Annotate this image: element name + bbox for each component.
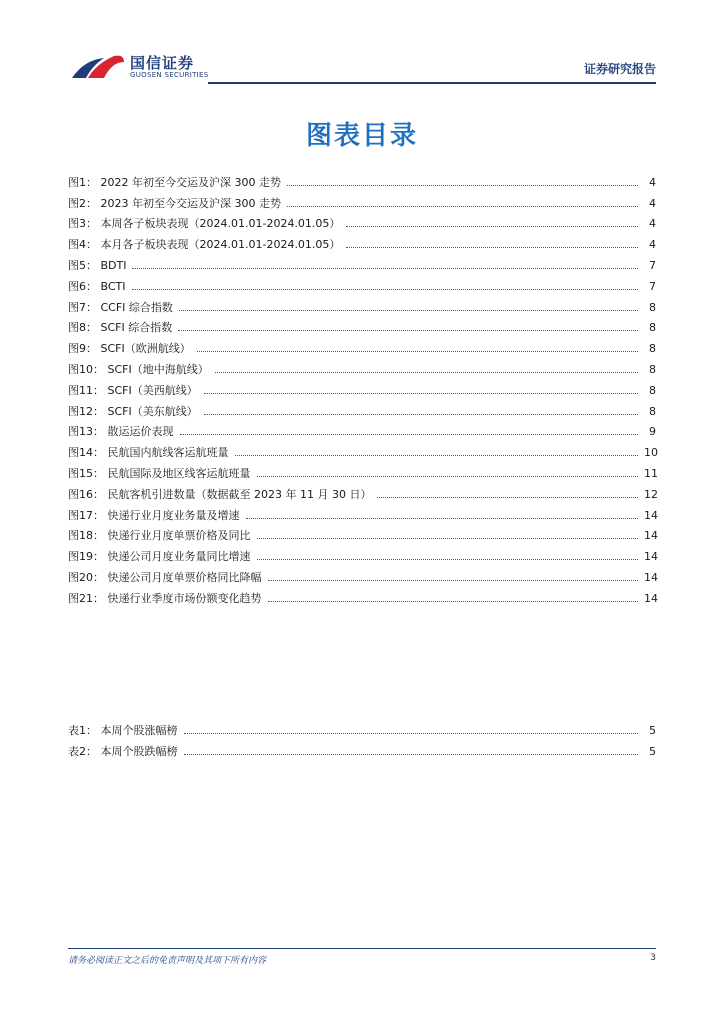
toc-entry-page: 14 xyxy=(644,529,658,543)
toc-dot-leader xyxy=(235,455,639,456)
toc-entry-label: 图5： BDTI xyxy=(68,258,127,272)
toc-entry[interactable] xyxy=(68,480,656,501)
toc-dot-leader xyxy=(377,497,638,498)
toc-dot-leader xyxy=(268,580,639,581)
logo-name-en: GUOSEN SECURITIES xyxy=(130,71,209,79)
toc-entry-label: 图3： 本周各子板块表现（2024.01.01-2024.01.05） xyxy=(68,217,341,231)
toc-entry-page: 8 xyxy=(649,342,656,356)
toc-dot-leader xyxy=(197,351,638,352)
toc-entry-label: 图6： BCTI xyxy=(68,279,126,293)
toc-entry-page: 5 xyxy=(649,723,656,737)
toc-entry[interactable] xyxy=(68,293,656,314)
toc-entry-page: 11 xyxy=(644,466,658,480)
page-header xyxy=(0,0,724,90)
toc-entry[interactable] xyxy=(68,168,656,189)
toc-entry-page: 14 xyxy=(644,570,658,584)
toc-entry-page: 8 xyxy=(649,321,656,335)
toc-dot-leader xyxy=(204,414,638,415)
toc-entry-page: 4 xyxy=(649,175,656,189)
toc-entry-page: 5 xyxy=(649,744,656,758)
toc-entry-page: 7 xyxy=(649,279,656,293)
toc-entry-page: 10 xyxy=(644,446,658,460)
toc-entry-label: 图16： 民航客机引进数量（数据截至 2023 年 11 月 30 日） xyxy=(68,487,372,501)
toc-entry-page: 4 xyxy=(649,217,656,231)
toc-dot-leader xyxy=(257,559,639,560)
toc-entry-page: 8 xyxy=(649,300,656,314)
footer-divider xyxy=(68,948,656,949)
toc-entry[interactable] xyxy=(68,584,656,605)
toc-entry-label: 图19： 快递公司月度业务量同比增速 xyxy=(68,550,251,564)
toc-entry-page: 8 xyxy=(649,362,656,376)
toc-dot-leader xyxy=(184,754,639,755)
toc-entry-label: 图17： 快递行业月度业务量及增速 xyxy=(68,508,240,522)
toc-dot-leader xyxy=(179,310,638,311)
toc-entry-label: 表1： 本周个股涨幅榜 xyxy=(68,723,178,737)
toc-entry-label: 图18： 快递行业月度单票价格及同比 xyxy=(68,529,251,543)
toc-entry[interactable] xyxy=(68,737,656,758)
toc-entry[interactable] xyxy=(68,418,656,439)
toc-dot-leader xyxy=(287,206,638,207)
toc-entry-label: 图14： 民航国内航线客运航班量 xyxy=(68,446,229,460)
toc-entry-label: 图11： SCFI（美西航线） xyxy=(68,383,198,397)
toc-dot-leader xyxy=(184,733,639,734)
toc-dot-leader xyxy=(257,538,639,539)
toc-entry[interactable] xyxy=(68,376,656,397)
toc-entry[interactable] xyxy=(68,438,656,459)
toc-dot-leader xyxy=(178,330,638,331)
toc-entry[interactable] xyxy=(68,334,656,355)
toc-entry[interactable] xyxy=(68,189,656,210)
toc-entry-page: 14 xyxy=(644,550,658,564)
toc-entry[interactable] xyxy=(68,355,656,376)
header-divider xyxy=(208,82,656,84)
toc-entry-label: 图7： CCFI 综合指数 xyxy=(68,300,173,314)
toc-entry-page: 8 xyxy=(649,404,656,418)
page-title: 图表目录 xyxy=(305,121,418,151)
toc-entry[interactable] xyxy=(68,459,656,480)
toc-entry-page: 9 xyxy=(649,425,656,439)
toc-dot-leader xyxy=(257,476,639,477)
toc-entry-label: 图10： SCFI（地中海航线） xyxy=(68,362,209,376)
toc-entry-label: 图1： 2022 年初至今交运及沪深 300 走势 xyxy=(68,175,281,189)
toc-entry[interactable] xyxy=(68,563,656,584)
toc-entry-page: 12 xyxy=(644,487,658,501)
toc-entry-label: 图2： 2023 年初至今交运及沪深 300 走势 xyxy=(68,196,281,210)
toc-dot-leader xyxy=(132,289,639,290)
figure-list xyxy=(68,168,656,605)
toc-entry[interactable] xyxy=(68,542,656,563)
toc-entry[interactable] xyxy=(68,251,656,272)
toc-entry-label: 表2： 本周个股跌幅榜 xyxy=(68,744,178,758)
toc-dot-leader xyxy=(268,601,639,602)
toc-entry-label: 图21： 快递行业季度市场份额变化趋势 xyxy=(68,591,262,605)
toc-entry-page: 8 xyxy=(649,383,656,397)
toc-dot-leader xyxy=(204,393,638,394)
toc-entry-page: 4 xyxy=(649,196,656,210)
toc-dot-leader xyxy=(132,268,638,269)
toc-dot-leader xyxy=(180,434,639,435)
toc-entry-label: 图9： SCFI（欧洲航线） xyxy=(68,342,191,356)
toc-entry-page: 14 xyxy=(644,591,658,605)
toc-dot-leader xyxy=(346,226,638,227)
toc-entry-page: 14 xyxy=(644,508,658,522)
toc-dot-leader xyxy=(346,247,638,248)
toc-entry-label: 图20： 快递公司月度单票价格同比降幅 xyxy=(68,570,262,584)
toc-entry[interactable] xyxy=(68,272,656,293)
toc-entry-label: 图13： 散运运价表现 xyxy=(68,425,174,439)
disclaimer-notice: 请务必阅读正文之后的免责声明及其项下所有内容 xyxy=(68,956,267,966)
toc-entry[interactable] xyxy=(68,230,656,251)
logo-name-cn: 国信证券 xyxy=(130,54,195,72)
toc-entry-label: 图12： SCFI（美东航线） xyxy=(68,404,198,418)
guosen-logo-icon xyxy=(70,52,126,82)
table-list xyxy=(68,716,656,758)
toc-dot-leader xyxy=(246,518,639,519)
page-number: 3 xyxy=(650,953,656,963)
toc-entry-label: 图4： 本月各子板块表现（2024.01.01-2024.01.05） xyxy=(68,238,341,252)
toc-entry-label: 图15： 民航国际及地区线客运航班量 xyxy=(68,466,251,480)
toc-entry[interactable] xyxy=(68,397,656,418)
toc-entry-label: 图8： SCFI 综合指数 xyxy=(68,321,173,335)
toc-dot-leader xyxy=(215,372,638,373)
toc-entry[interactable] xyxy=(68,314,656,335)
toc-entry[interactable] xyxy=(68,210,656,231)
toc-entry[interactable] xyxy=(68,501,656,522)
toc-entry[interactable] xyxy=(68,522,656,543)
toc-dot-leader xyxy=(287,185,638,186)
toc-entry-page: 4 xyxy=(649,238,656,252)
toc-entry[interactable] xyxy=(68,716,656,737)
document-type: 证券研究报告 xyxy=(583,62,656,76)
toc-entry-page: 7 xyxy=(649,258,656,272)
